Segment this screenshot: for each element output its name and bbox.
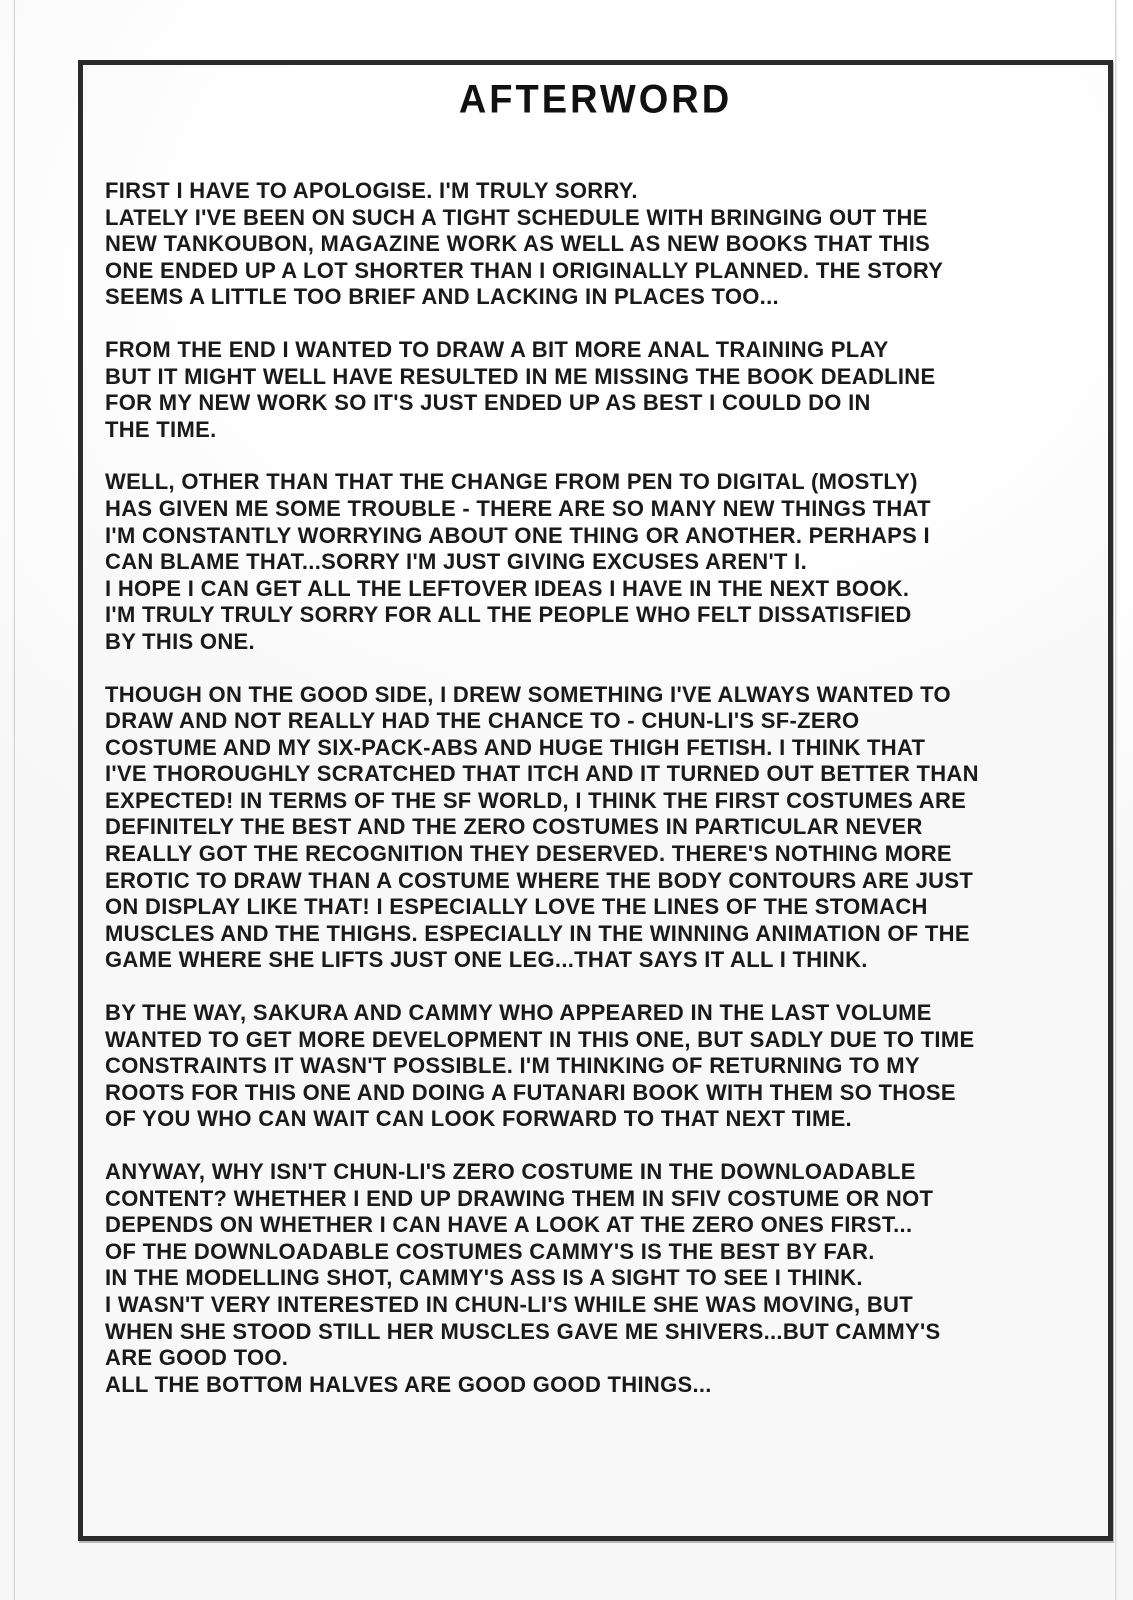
- text-line: ON DISPLAY LIKE THAT! I ESPECIALLY LOVE THE LINES OF THE STOMACH: [105, 894, 928, 920]
- text-line: COSTUME AND MY SIX-PACK-ABS AND HUGE THIGH FETISH. I THINK THAT: [105, 734, 926, 760]
- text-line: FROM THE END I WANTED TO DRAW A BIT MORE ANAL TRAINING PLAY: [105, 336, 889, 362]
- text-line: ARE GOOD TOO.: [105, 1345, 289, 1371]
- text-line: DEPENDS ON WHETHER I CAN HAVE A LOOK AT THE ZERO ONES FIRST...: [105, 1212, 913, 1238]
- text-line: LATELY I'VE BEEN ON SUCH A TIGHT SCHEDULE WITH BRINGING OUT THE: [105, 204, 928, 230]
- text-line: THE TIME.: [105, 416, 217, 442]
- text-line: IN THE MODELLING SHOT, CAMMY'S ASS IS A SIGHT TO SEE I THINK.: [105, 1265, 863, 1291]
- text-line: I'M TRULY TRULY SORRY FOR ALL THE PEOPLE WHO FELT DISSATISFIED: [105, 602, 912, 628]
- text-line: I'VE THOROUGHLY SCRATCHED THAT ITCH AND IT TURNED OUT BETTER THAN: [105, 761, 979, 787]
- text-line: ANYWAY, WHY ISN'T CHUN-LI'S ZERO COSTUME IN THE DOWNLOADABLE: [105, 1159, 916, 1184]
- text-line: CONTENT? WHETHER I END UP DRAWING THEM IN SFIV COSTUME OR NOT: [105, 1185, 934, 1211]
- paragraph: [105, 682, 979, 975]
- text-line: DRAW AND NOT REALLY HAD THE CHANCE TO - CHUN-LI'S SF-ZERO: [105, 708, 860, 734]
- paragraph: [105, 337, 979, 443]
- text-line: CONSTRAINTS IT WASN'T POSSIBLE. I'M THINKING OF RETURNING TO MY: [105, 1053, 920, 1079]
- text-line: GAME WHERE SHE LIFTS JUST ONE LEG...THAT SAYS IT ALL I THINK.: [105, 947, 868, 973]
- text-line: THOUGH ON THE GOOD SIDE, I DREW SOMETHING I'VE ALWAYS WANTED TO: [105, 681, 951, 707]
- text-line: I HOPE I CAN GET ALL THE LEFTOVER IDEAS I HAVE IN THE NEXT BOOK.: [105, 575, 910, 601]
- afterword-body: [105, 178, 979, 1424]
- text-line: ROOTS FOR THIS ONE AND DOING A FUTANARI BOOK WITH THEM SO THOSE: [105, 1079, 956, 1105]
- text-line: EROTIC TO DRAW THAN A COSTUME WHERE THE BODY CONTOURS ARE JUST: [105, 867, 974, 893]
- text-line: ALL THE BOTTOM HALVES ARE GOOD GOOD THINGS...: [105, 1371, 712, 1397]
- text-line: SEEMS A LITTLE TOO BRIEF AND LACKING IN PLACES TOO...: [105, 284, 779, 310]
- text-line: MUSCLES AND THE THIGHS. ESPECIALLY IN THE WINNING ANIMATION OF THE: [105, 920, 970, 946]
- text-line: OF THE DOWNLOADABLE COSTUMES CAMMY'S IS THE BEST BY FAR.: [105, 1238, 875, 1264]
- text-line: BY THIS ONE.: [105, 628, 255, 654]
- text-line: WHEN SHE STOOD STILL HER MUSCLES GAVE ME SHIVERS...BUT CAMMY'S: [105, 1318, 941, 1344]
- text-line: CAN BLAME THAT...SORRY I'M JUST GIVING EXCUSES AREN'T I.: [105, 549, 807, 575]
- text-line: REALLY GOT THE RECOGNITION THEY DESERVED. THERE'S NOTHING MORE: [105, 841, 952, 867]
- page-title: AFTERWORD: [458, 78, 733, 122]
- paragraph: [105, 1159, 979, 1398]
- text-line: NEW TANKOUBON, MAGAZINE WORK AS WELL AS NEW BOOKS THAT THIS: [105, 231, 931, 257]
- text-line: ONE ENDED UP A LOT SHORTER THAN I ORIGINALLY PLANNED. THE STORY: [105, 257, 944, 283]
- text-line: WANTED TO GET MORE DEVELOPMENT IN THIS ONE, BUT SADLY DUE TO TIME: [105, 1026, 975, 1052]
- text-line: BUT IT MIGHT WELL HAVE RESULTED IN ME MISSING THE BOOK DEADLINE: [105, 363, 936, 389]
- text-line: FIRST I HAVE TO APOLOGISE. I'M TRULY SORRY.: [105, 178, 638, 203]
- afterword-frame: [78, 60, 1113, 1541]
- page-edge-right-line: [1115, 0, 1117, 1600]
- text-line: DEFINITELY THE BEST AND THE ZERO COSTUMES IN PARTICULAR NEVER: [105, 814, 923, 840]
- paragraph: [105, 1000, 979, 1133]
- text-line: EXPECTED! IN TERMS OF THE SF WORLD, I THINK THE FIRST COSTUMES ARE: [105, 787, 967, 813]
- text-line: OF YOU WHO CAN WAIT CAN LOOK FORWARD TO THAT NEXT TIME.: [105, 1106, 852, 1132]
- text-line: WELL, OTHER THAN THAT THE CHANGE FROM PEN TO DIGITAL (MOSTLY): [105, 469, 918, 495]
- text-line: FOR MY NEW WORK SO IT'S JUST ENDED UP AS BEST I COULD DO IN: [105, 390, 871, 416]
- text-line: I WASN'T VERY INTERESTED IN CHUN-LI'S WHILE SHE WAS MOVING, BUT: [105, 1291, 913, 1317]
- text-line: BY THE WAY, SAKURA AND CAMMY WHO APPEARED IN THE LAST VOLUME: [105, 1000, 932, 1026]
- text-line: I'M CONSTANTLY WORRYING ABOUT ONE THING OR ANOTHER. PERHAPS I: [105, 522, 930, 548]
- paragraph: [105, 469, 979, 655]
- text-line: HAS GIVEN ME SOME TROUBLE - THERE ARE SO MANY NEW THINGS THAT: [105, 495, 931, 521]
- page-edge-left-line: [13, 0, 15, 1600]
- paragraph: [105, 178, 979, 311]
